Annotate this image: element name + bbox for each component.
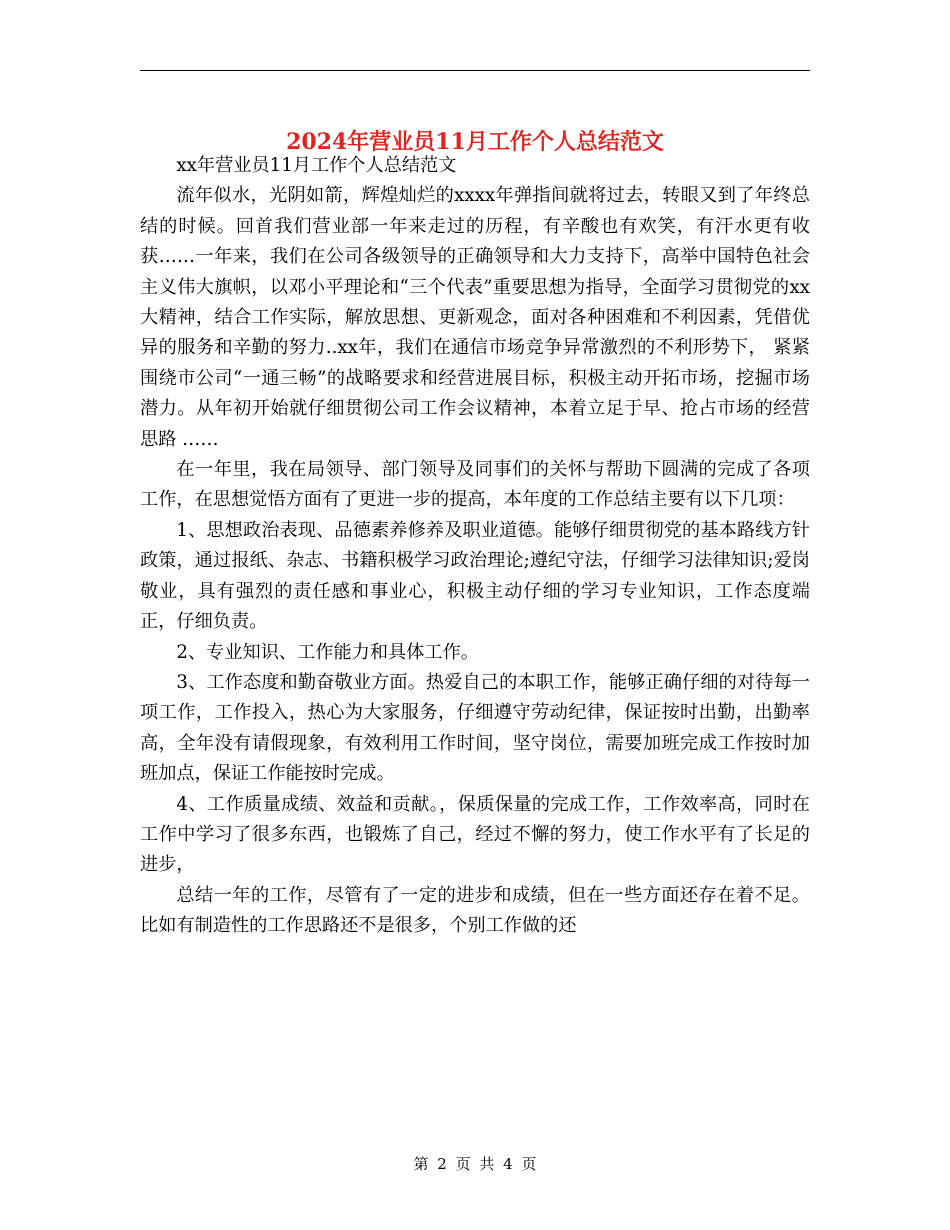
document-title: 2024年营业员11月工作个人总结范文: [286, 128, 664, 155]
intro-paragraph: 流年似水，光阴如箭，辉煌灿烂的xxxx年弹指间就将过去，转眼又到了年终总结的时候。回首我们营业部一年来走过的历程，有辛酸也有欢笑，有汗水更有收获……一年来，我们在公司各级领导的正确领导和大力支持下，高举中国特色社会主义伟大旗帜，以邓小平理论和“三个代表”重要思想为指导，全面学习贯彻党的xx大精神，结合工作实际，解放思想、更新观念，面对各种困难和不利因素，凭借优异的服务和辛勤的努力..xx年，我们在通信市场竞争异常激烈的不利形势下， 紧紧围绕市公司“一通三畅”的战略要求和经营进展目标，积极主动开拓市场，挖掘市场潜力。从年初开始就仔细贯彻公司工作会议精神，本着立足于早、抢占市场的经营思路 ……: [140, 185, 810, 450]
header-rule: [140, 70, 810, 71]
document-body: [140, 151, 810, 942]
item-4-paragraph: 4、工作质量成绩、效益和贡献。，保质保量的完成工作，工作效率高，同时在工作中学习了很多东西，也锻炼了自己，经过不懈的努力，使工作水平有了长足的进步，: [140, 793, 810, 876]
item-1-paragraph: 1、思想政治表现、品德素养修养及职业道德。能够仔细贯彻党的基本路线方针政策，通过报纸、杂志、书籍积极学习政治理论;遵纪守法，仔细学习法律知识;爱岗敬业，具有强烈的责任感和事业心，积极主动仔细的学习专业知识，工作态度端正，仔细负责。: [140, 519, 810, 633]
item-2-paragraph: 2、专业知识、工作能力和具体工作。: [176, 641, 479, 663]
summary-paragraph: 总结一年的工作，尽管有了一定的进步和成绩，但在一些方面还存在着不足。比如有制造性的工作思路还不是很多，个别工作做的还: [140, 884, 810, 937]
subtitle-paragraph: xx年营业员11月工作个人总结范文: [176, 155, 457, 176]
page-number: 第 2 页 共 4 页: [413, 1155, 537, 1173]
item-3-paragraph: 3、工作态度和勤奋敬业方面。热爱自己的本职工作，能够正确仔细的对待每一项工作，工作投入，热心为大家服务，仔细遵守劳动纪律，保证按时出勤，出勤率高，全年没有请假现象，有效利用工作时间，坚守岗位，需要加班完成工作按时加班加点，保证工作能按时完成。: [140, 671, 810, 785]
overview-paragraph: 在一年里，我在局领导、部门领导及同事们的关怀与帮助下圆满的完成了各项工作，在思想觉悟方面有了更进一步的提高，本年度的工作总结主要有以下几项：: [140, 459, 810, 511]
